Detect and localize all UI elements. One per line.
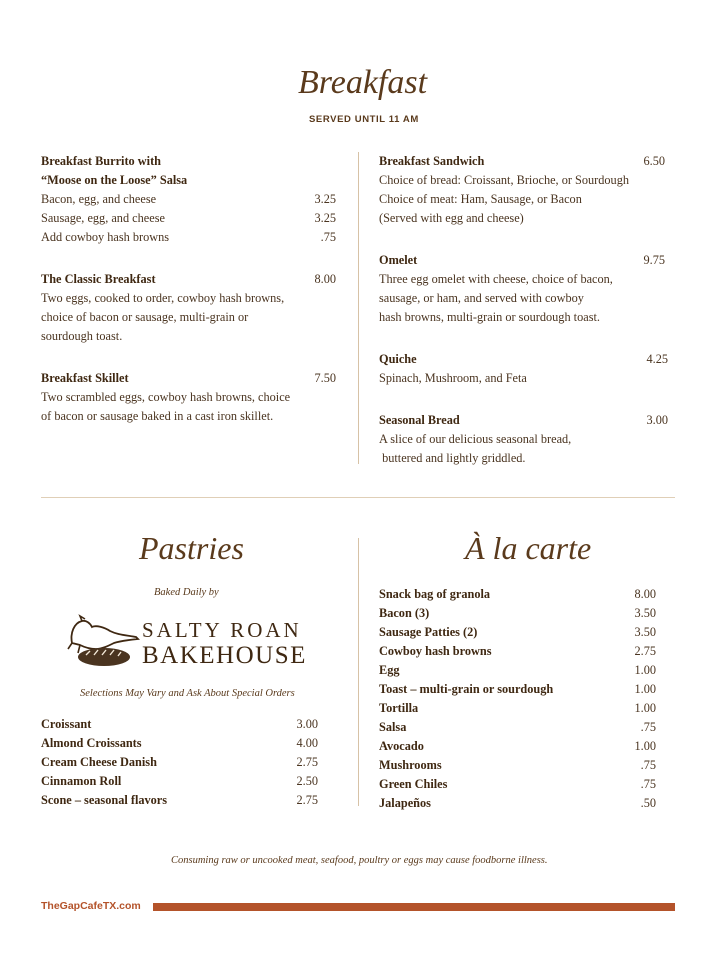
seasonal-bread-desc: A slice of our delicious seasonal bread,: [379, 432, 572, 446]
burrito-option-price: 3.25: [314, 192, 336, 206]
pastry-name: Scone – seasonal flavors: [41, 793, 168, 807]
alacarte-item-price: 3.50: [634, 606, 656, 620]
omelet-desc: sausage, or ham, and served with cowboy: [379, 291, 584, 305]
breakfast-title: Breakfast: [298, 64, 428, 101]
alacarte-item-price: 3.50: [634, 625, 656, 639]
alacarte-item-name: Snack bag of granola: [379, 587, 491, 601]
alacarte-item-price: .75: [640, 777, 656, 791]
seasonal-bread-name: Seasonal Bread: [379, 413, 460, 427]
pastry-price: 4.00: [296, 736, 318, 750]
section-divider: [41, 497, 675, 498]
pastry-name: Croissant: [41, 717, 92, 731]
classic-breakfast-price: 8.00: [314, 272, 336, 286]
alacarte-item-name: Cowboy hash browns: [379, 644, 492, 658]
skillet-desc: Two scrambled eggs, cowboy hash browns, choice: [41, 390, 291, 404]
alacarte-item-price: 1.00: [634, 682, 656, 696]
alacarte-item-name: Egg: [379, 663, 400, 677]
baked-daily-label: Baked Daily by: [154, 587, 219, 598]
quiche-price: 4.25: [646, 352, 668, 366]
pastry-price: 2.50: [296, 774, 318, 788]
logo-text-line1: SALTY ROAN: [142, 618, 302, 642]
classic-breakfast-desc: choice of bacon or sausage, multi-grain or: [41, 310, 249, 324]
omelet-price: 9.75: [643, 253, 665, 267]
pastry-price: 2.75: [296, 793, 318, 807]
lower-column-divider: [358, 538, 359, 806]
alacarte-item-price: 1.00: [634, 739, 656, 753]
sandwich-desc: Choice of bread: Croissant, Brioche, or Sourdough: [379, 173, 629, 187]
alacarte-item-price: 2.75: [634, 644, 656, 658]
quiche-name: Quiche: [379, 352, 417, 366]
sandwich-price: 6.50: [643, 154, 665, 168]
omelet-desc: hash browns, multi-grain or sourdough toast.: [379, 310, 600, 324]
alacarte-item-name: Green Chiles: [379, 777, 448, 791]
alacarte-item-name: Sausage Patties (2): [379, 625, 478, 639]
burrito-option-label: Sausage, egg, and cheese: [41, 211, 165, 225]
pastry-price: 2.75: [296, 755, 318, 769]
pastry-name: Almond Croissants: [41, 736, 142, 750]
classic-breakfast-desc: Two eggs, cooked to order, cowboy hash browns,: [41, 291, 285, 305]
alacarte-item-price: .75: [640, 720, 656, 734]
alacarte-item-price: .50: [640, 796, 656, 810]
website-link[interactable]: TheGapCafeTX.com: [41, 900, 141, 912]
burrito-name-line2: “Moose on the Loose” Salsa: [41, 173, 188, 187]
footer-accent-bar: [153, 903, 675, 911]
food-safety-disclaimer: Consuming raw or uncooked meat, seafood, poultry or eggs may cause foodborne illness.: [171, 855, 548, 866]
sandwich-desc: (Served with egg and cheese): [379, 211, 524, 225]
seasonal-bread-desc: buttered and lightly griddled.: [379, 451, 526, 465]
seasonal-bread-price: 3.00: [646, 413, 668, 427]
pastry-price: 3.00: [296, 717, 318, 731]
alacarte-item-name: Bacon (3): [379, 606, 430, 620]
burrito-option-price: 3.25: [314, 211, 336, 225]
skillet-name: Breakfast Skillet: [41, 371, 129, 385]
pastry-name: Cream Cheese Danish: [41, 755, 157, 769]
skillet-desc: of bacon or sausage baked in a cast iron skillet.: [41, 409, 274, 423]
salty-roan-logo: [66, 612, 318, 670]
alacarte-item-name: Avocado: [379, 739, 424, 753]
sandwich-name: Breakfast Sandwich: [379, 154, 485, 168]
pastries-title: Pastries: [139, 530, 244, 566]
alacarte-item-name: Toast – multi-grain or sourdough: [379, 682, 554, 696]
sandwich-desc: Choice of meat: Ham, Sausage, or Bacon: [379, 192, 582, 206]
horse-bread-icon: [66, 613, 142, 669]
alacarte-item-name: Mushrooms: [379, 758, 442, 772]
served-until-note: SERVED UNTIL 11 AM: [309, 114, 419, 125]
alacarte-item-price: 8.00: [634, 587, 656, 601]
alacarte-item-price: 1.00: [634, 663, 656, 677]
alacarte-item-price: .75: [640, 758, 656, 772]
classic-breakfast-desc: sourdough toast.: [41, 329, 123, 343]
alacarte-item-name: Tortilla: [379, 701, 419, 715]
classic-breakfast-name: The Classic Breakfast: [41, 272, 156, 286]
omelet-name: Omelet: [379, 253, 418, 267]
omelet-desc: Three egg omelet with cheese, choice of bacon,: [379, 272, 613, 286]
pastry-name: Cinnamon Roll: [41, 774, 122, 788]
burrito-option-price: .75: [320, 230, 336, 244]
selections-note: Selections May Vary and Ask About Special Orders: [80, 688, 295, 699]
breakfast-column-divider: [358, 152, 359, 464]
alacarte-item-name: Salsa: [379, 720, 407, 734]
burrito-name-line1: Breakfast Burrito with: [41, 154, 162, 168]
burrito-option-label: Bacon, egg, and cheese: [41, 192, 157, 206]
alacarte-item-price: 1.00: [634, 701, 656, 715]
logo-text-line2: BAKEHOUSE: [142, 642, 307, 669]
quiche-desc: Spinach, Mushroom, and Feta: [379, 371, 527, 385]
burrito-option-label: Add cowboy hash browns: [41, 230, 170, 244]
alacarte-item-name: Jalapeños: [379, 796, 431, 810]
alacarte-title: À la carte: [465, 530, 592, 566]
skillet-price: 7.50: [314, 371, 336, 385]
